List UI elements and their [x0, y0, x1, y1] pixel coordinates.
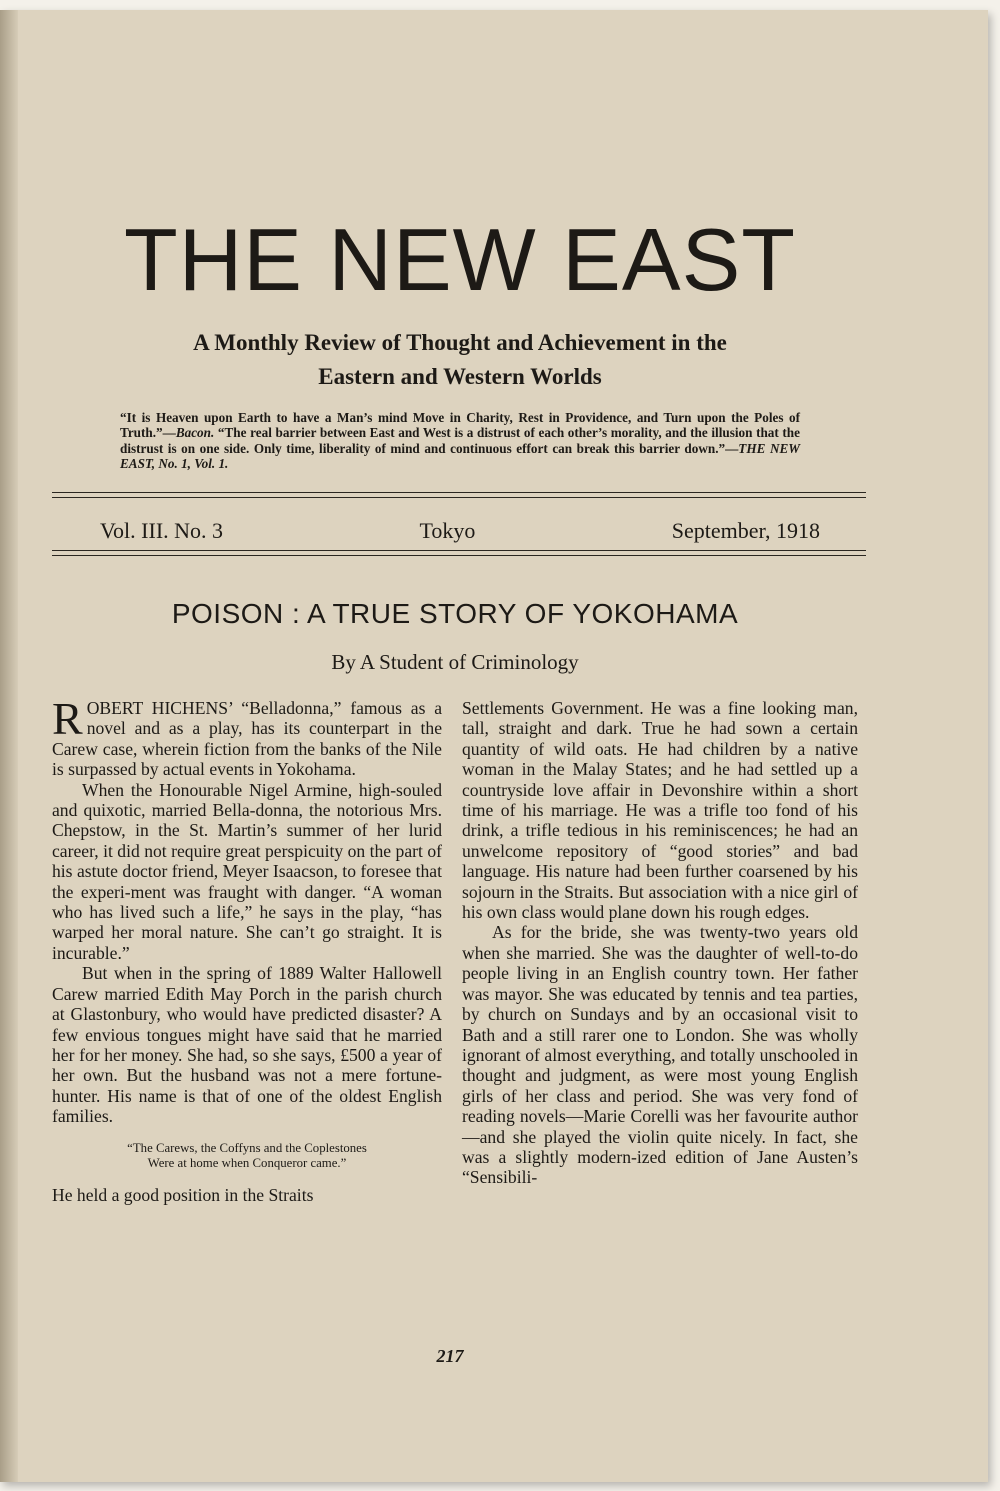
- drop-cap: R: [52, 693, 83, 744]
- epigraph-quote-1: “It is Heaven upon Earth to have a Man’s mind Move in Charity, Rest in Providence, and Turn upon the Poles of Truth.”—: [120, 410, 800, 441]
- issue-date: September, 1918: [671, 518, 820, 543]
- article-headline: POISON : A TRUE STORY OF YOKOHAMA: [171, 598, 739, 629]
- paragraph-5: Settlements Government. He was a fine looking man, tall, straight and dark. True he had sown a certain quantity of wild oats. He had children by a native woman in the Malay States; and he had settled up a countryside love affair in Devonshire within a short time of his marriage. He was a trifle too fond of his drink, a trifle tedious in his reminiscences; he had an unwelcome repository of “good stories” and bad language. His nature had been further coarsened by his sojourn in the Straits. But association with a nice girl of his own class would plane down his rough edges.: [462, 698, 858, 923]
- journal-title: THE NEW EAST: [123, 210, 797, 309]
- page-number: 217: [436, 1346, 464, 1366]
- paragraph-4: He held a good position in the Straits: [52, 1184, 314, 1205]
- verse-line-2: Were at home when Conqueror came.”: [147, 1155, 347, 1170]
- right-column: [462, 698, 858, 1188]
- bottom-rule-1: [52, 550, 866, 551]
- epigraph-source-1: Bacon.: [175, 425, 215, 441]
- left-column: [52, 693, 442, 1205]
- article-byline: By A Student of Criminology: [331, 650, 579, 674]
- subtitle-line-2: Eastern and Western Worlds: [318, 364, 602, 389]
- bottom-rule-2: [52, 555, 866, 556]
- masthead: [100, 518, 820, 544]
- top-rule-1: [52, 492, 866, 493]
- paragraph-3: But when in the spring of 1889 Walter Hallowell Carew married Edith May Porch in the parish church at Glastonbury, who would have predicted disaster? A few envious tongues might have said that he married her for her money. She had, so she says, £500 a year of her own. But the husband was not a mere fortune-hunter. His name is that of one of the oldest English families.: [52, 963, 442, 1127]
- paragraph-1: [52, 693, 442, 780]
- epigraph-quote-2: “The real barrier between East and West is a distrust of each other’s morality, and the illusion that the distrust is on one side. Only time, liberality of mind and continuous effort can break this barrier down.”—: [120, 425, 800, 456]
- paragraph-2: When the Honourable Nigel Armine, high-souled and quixotic, married Bella-donna, the notorious Mrs. Chepstow, in the St. Martin’s summer of her lurid career, it did not require great perspicuity on the part of his astute doctor friend, Meyer Isaacson, to foresee that the experi-ment was fraught with danger. “A woman who has lived such a life,” he says in the play, “has warped her moral nature. She can’t go straight. It is incurable.”: [52, 779, 442, 963]
- volume-number: Vol. III. No. 3: [100, 518, 224, 543]
- epigraph: [120, 410, 800, 472]
- journal-subtitle: [110, 326, 810, 394]
- epigraph-source-2: THE NEW EAST, No. 1, Vol. 1.: [120, 440, 801, 472]
- top-rule-2: [52, 497, 866, 498]
- paragraph-1-text: OBERT HICHENS’ “Belladonna,” famous as a novel and as a play, has its counterpart in the Carew case, wherein fiction from the banks of the Nile is surpassed by actual events in Yokohama.: [52, 698, 442, 780]
- journal-page: [0, 10, 988, 1482]
- paragraph-6: As for the bride, she was twenty-two years old when she married. She was the daughter of well-to-do people living in an English country town. Her father was mayor. She was educated by tennis and tea parties, by church on Sundays and by an occasional visit to Bath and a still rarer one to London. She was wholly ignorant of almost everything, and totally unschooled in thought and judgment, as were most young English girls of her class and period. She was very fond of reading novels—Marie Corelli was her favourite author—and she played the violin quite nicely. In fact, she was a slightly modern-ized edition of Jane Austen’s “Sensibili-: [462, 922, 858, 1188]
- publication-place: Tokyo: [419, 518, 476, 543]
- verse-quote: [52, 1141, 442, 1171]
- verse-line-1: “The Carews, the Coffyns and the Coplestones: [127, 1140, 367, 1155]
- subtitle-line-1: A Monthly Review of Thought and Achievement in the: [193, 330, 727, 355]
